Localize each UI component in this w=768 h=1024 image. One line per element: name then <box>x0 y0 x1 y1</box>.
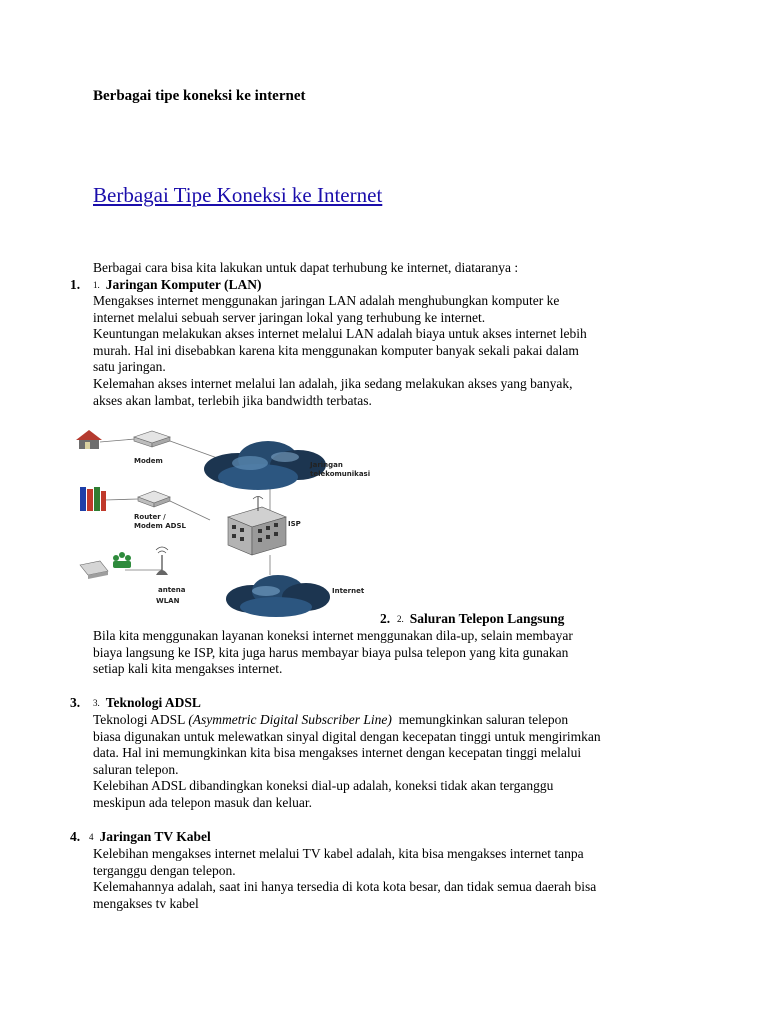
isp-label: ISP <box>288 520 301 528</box>
item-1-line: Mengakses internet menggunakan jaringan LAN adalah menghubungkan komputer ke <box>93 293 560 308</box>
telecom-label-line1: Jaringan <box>310 461 343 469</box>
item-4-line: Kelemahannya adalah, saat ini hanya tersedia di kota kota besar, dan tidak semua daerah bisa <box>93 879 597 895</box>
router-icon <box>138 491 170 507</box>
item-3-title <box>93 695 201 711</box>
house-icon <box>76 430 102 449</box>
item-1-title <box>93 277 262 293</box>
item-4-sub-number: 4 <box>89 832 94 842</box>
item-3-line1-prefix: Teknologi ADSL <box>93 712 189 727</box>
antenna-label-line1: antena <box>158 586 186 594</box>
item-2-title-text: Saluran Telepon Langsung <box>409 611 565 626</box>
internet-cloud <box>226 575 330 617</box>
item-3-line: biasa digunakan untuk melewatkan sinyal digital dengan kecepatan tinggi untuk mengirimkan <box>93 728 601 744</box>
telecom-network-cloud <box>204 441 326 490</box>
item-1-sub-number: 1. <box>93 280 100 290</box>
item-2-line: biaya langsung ke ISP, kita juga harus membayar biaya pulsa telepon yang kita gunakan <box>93 644 569 660</box>
antenna-icon <box>156 547 168 575</box>
item-4-line: terganggu dengan telepon. <box>93 862 236 878</box>
item-2-body <box>93 628 683 678</box>
item-4-line: mengakses tv kabel <box>93 895 199 911</box>
antenna-label-line2: WLAN <box>156 597 180 605</box>
internet-label: Internet <box>332 587 365 595</box>
item-3-line: meskipun ada telepon masuk dan keluar. <box>93 794 312 810</box>
item-3-line: saluran telepon. <box>93 761 179 777</box>
item-3-number: 3. <box>70 695 81 710</box>
wireless-users-icon <box>80 552 131 579</box>
item-1-body <box>93 293 683 409</box>
modem-label: Modem <box>134 457 163 465</box>
item-4-number: 4. <box>70 829 81 844</box>
main-title-link[interactable]: Berbagai Tipe Koneksi ke Internet <box>93 183 383 207</box>
item-4-body <box>93 846 683 912</box>
network-diagram <box>70 425 382 621</box>
item-3-line1-suffix: memungkinkan saluran telepon <box>391 712 569 727</box>
router-label-line1: Router / <box>134 513 166 521</box>
item-2-line: setiap kali kita mengakses internet. <box>93 661 283 677</box>
item-1-line: internet melalui sebuah server jaringan lokal yang terhubung ke internet. <box>93 309 486 325</box>
item-3-line <box>93 712 683 729</box>
item-1-line: Keuntungan melakukan akses internet melalui LAN adalah biaya untuk akses internet lebih <box>93 326 587 342</box>
item-2-line: Bila kita menggunakan layanan koneksi internet menggunakan dila-up, selain membayar <box>93 628 573 643</box>
item-1-line: Kelemahan akses internet melalui lan adalah, jika sedang melakukan akses yang banyak, <box>93 375 573 391</box>
router-label-line2: Modem ADSL <box>134 522 186 530</box>
modem-icon <box>134 431 170 447</box>
intro-text: Berbagai cara bisa kita lakukan untuk dapat terhubung ke internet, diataranya : <box>93 260 519 275</box>
item-2-number: 2. <box>380 611 391 626</box>
item-4-line: Kelebihan mengakses internet melalui TV kabel adalah, kita bisa mengakses internet tanpa <box>93 846 584 861</box>
item-3-title-text: Teknologi ADSL <box>105 695 201 710</box>
item-2-title <box>397 611 564 627</box>
item-3-line1-italic: (Asymmetric Digital Subscriber Line) <box>188 712 392 727</box>
item-3-line: Kelebihan ADSL dibandingkan koneksi dial-up adalah, koneksi tidak akan terganggu <box>93 778 554 794</box>
telecom-label-line2: telekomunikasi <box>310 470 371 478</box>
item-1-title-text: Jaringan Komputer (LAN) <box>105 277 262 292</box>
item-3-body <box>93 712 683 812</box>
item-2-sub-number: 2. <box>397 614 404 624</box>
isp-server-building-icon <box>228 497 286 556</box>
item-3-sub-number: 3. <box>93 698 100 708</box>
item-4-title <box>89 829 211 845</box>
office-building-icon <box>80 487 106 511</box>
item-1-line: satu jaringan. <box>93 359 166 375</box>
item-3-line: data. Hal ini memungkinkan kita bisa mengakses internet dengan kecepatan tinggi melalui <box>93 745 582 761</box>
item-1-line: akses akan lambat, terlebih jika bandwidth terbatas. <box>93 392 372 408</box>
item-1-line: murah. Hal ini disebabkan karena kita menggunakan komputer banyak sekali pakai dalam <box>93 342 579 358</box>
item-1-number: 1. <box>70 277 81 292</box>
item-4-title-text: Jaringan TV Kabel <box>99 829 211 844</box>
document-header-title: Berbagai tipe koneksi ke internet <box>93 88 306 104</box>
